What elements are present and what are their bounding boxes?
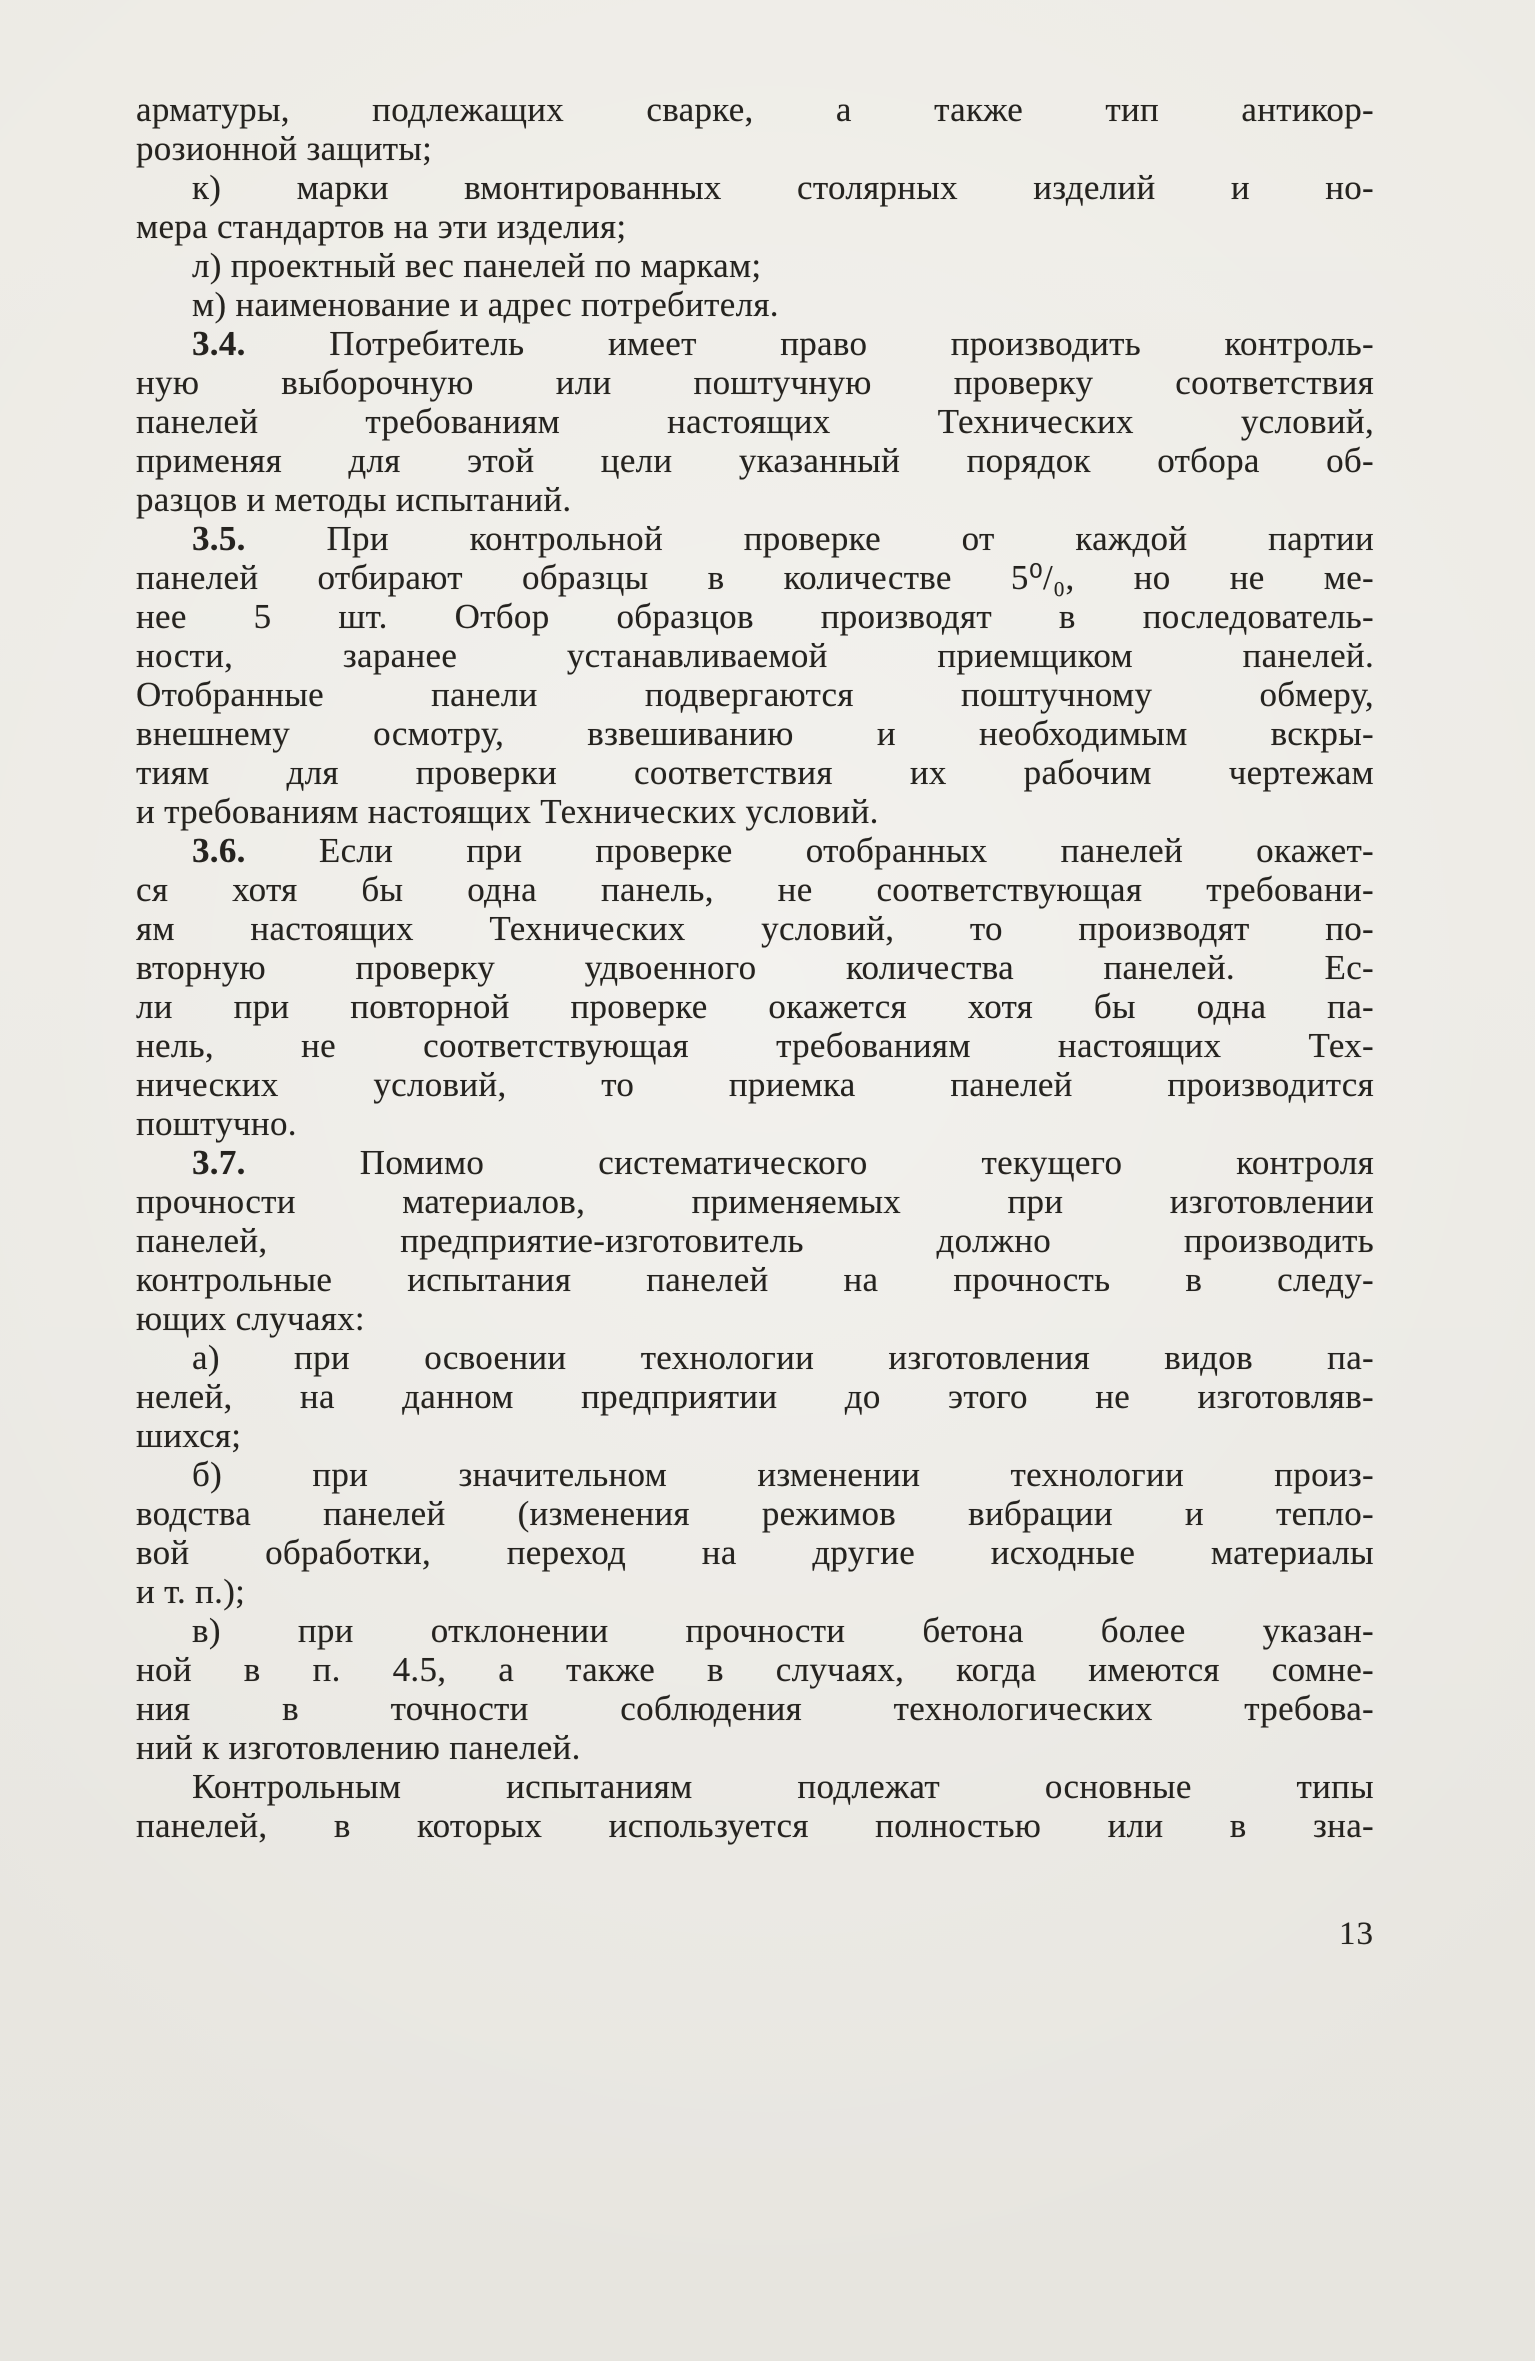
text-line: в) при отклонении прочности бетона более указан- [192,1611,1374,1650]
text-line: арматуры, подлежащих сварке, а также тип антикор- [136,90,1374,129]
text-line: тиям для проверки соответствия их рабочим чертежам [136,753,1374,792]
text-line: нелей, на данном предприятии до этого не изготовляв- [136,1377,1374,1416]
text-line: 3.6. Если при проверке отобранных панелей окажет- [192,831,1374,870]
text-line: панелей, предприятие-изготовитель должно производить [136,1221,1374,1260]
paragraph [136,831,1374,1143]
text-line: ния в точности соблюдения технологических требова- [136,1689,1374,1728]
text-line: 3.5. При контрольной проверке от каждой партии [192,519,1374,558]
text-line: вой обработки, переход на другие исходные материалы [136,1533,1374,1572]
text-line: панелей, в которых используется полностью или в зна- [136,1806,1374,1845]
text-line: прочности материалов, применяемых при изготовлении [136,1182,1374,1221]
text-line: разцов и методы испытаний. [136,480,572,519]
clause-number: 3.5. [192,519,246,558]
paragraph [136,1143,1374,1338]
text-line: л) проектный вес панелей по маркам; [192,246,762,285]
text-line: Контрольным испытаниям подлежат основные типы [192,1767,1374,1806]
text-line: ной в п. 4.5, а также в случаях, когда имеются сомне- [136,1650,1374,1689]
text-line: 3.4. Потребитель имеет право производить контроль- [192,324,1374,363]
page-number: 13 [1339,1916,1374,1952]
clause-number: 3.7. [192,1143,246,1182]
text-line: Отобранные панели подвергаются поштучному обмеру, [136,675,1374,714]
text-line: ности, заранее устанавливаемой приемщиком панелей. [136,636,1374,675]
text-line: розионной защиты; [136,129,433,168]
text-line: 3.7. Помимо систематического текущего контроля [192,1143,1374,1182]
text-line: контрольные испытания панелей на прочность в следу- [136,1260,1374,1299]
text-line: панелей отбирают образцы в количестве 5⁰/₀, но не ме- [136,558,1374,597]
text-line: ли при повторной проверке окажется хотя бы одна па- [136,987,1374,1026]
clause-number: 3.4. [192,324,246,363]
text-line: к) марки вмонтированных столярных изделий и но- [192,168,1374,207]
paragraph [136,246,1374,285]
text-line: ную выборочную или поштучную проверку соответствия [136,363,1374,402]
text-line: и т. п.); [136,1572,246,1611]
paragraph [136,519,1374,831]
text-block [136,90,1374,1845]
paragraph [136,285,1374,324]
text-line: ющих случаях: [136,1299,365,1338]
paragraph [136,1455,1374,1611]
text-line: внешнему осмотру, взвешиванию и необходимым вскры- [136,714,1374,753]
paragraph [136,324,1374,519]
text-line: ям настоящих Технических условий, то производят по- [136,909,1374,948]
text-line: вторную проверку удвоенного количества панелей. Ес- [136,948,1374,987]
text-line: м) наименование и адрес потребителя. [192,285,779,324]
text-line: водства панелей (изменения режимов вибрации и тепло- [136,1494,1374,1533]
text-line: б) при значительном изменении технологии произ- [192,1455,1374,1494]
text-line: панелей требованиям настоящих Технических условий, [136,402,1374,441]
text-line: шихся; [136,1416,242,1455]
text-line: поштучно. [136,1104,297,1143]
paragraph [136,1338,1374,1455]
paragraph [136,1767,1374,1845]
text-line: нель, не соответствующая требованиям настоящих Тех- [136,1026,1374,1065]
paragraph [136,90,1374,168]
text-line: ний к изготовлению панелей. [136,1728,581,1767]
text-line: нических условий, то приемка панелей производится [136,1065,1374,1104]
paragraph [136,1611,1374,1767]
clause-number: 3.6. [192,831,246,870]
text-line: мера стандартов на эти изделия; [136,207,627,246]
text-line: и требованиям настоящих Технических условий. [136,792,879,831]
paragraph [136,168,1374,246]
text-line: применяя для этой цели указанный порядок отбора об- [136,441,1374,480]
text-line: ся хотя бы одна панель, не соответствующая требовани- [136,870,1374,909]
text-line: нее 5 шт. Отбор образцов производят в последователь- [136,597,1374,636]
text-line: а) при освоении технологии изготовления видов па- [192,1338,1374,1377]
